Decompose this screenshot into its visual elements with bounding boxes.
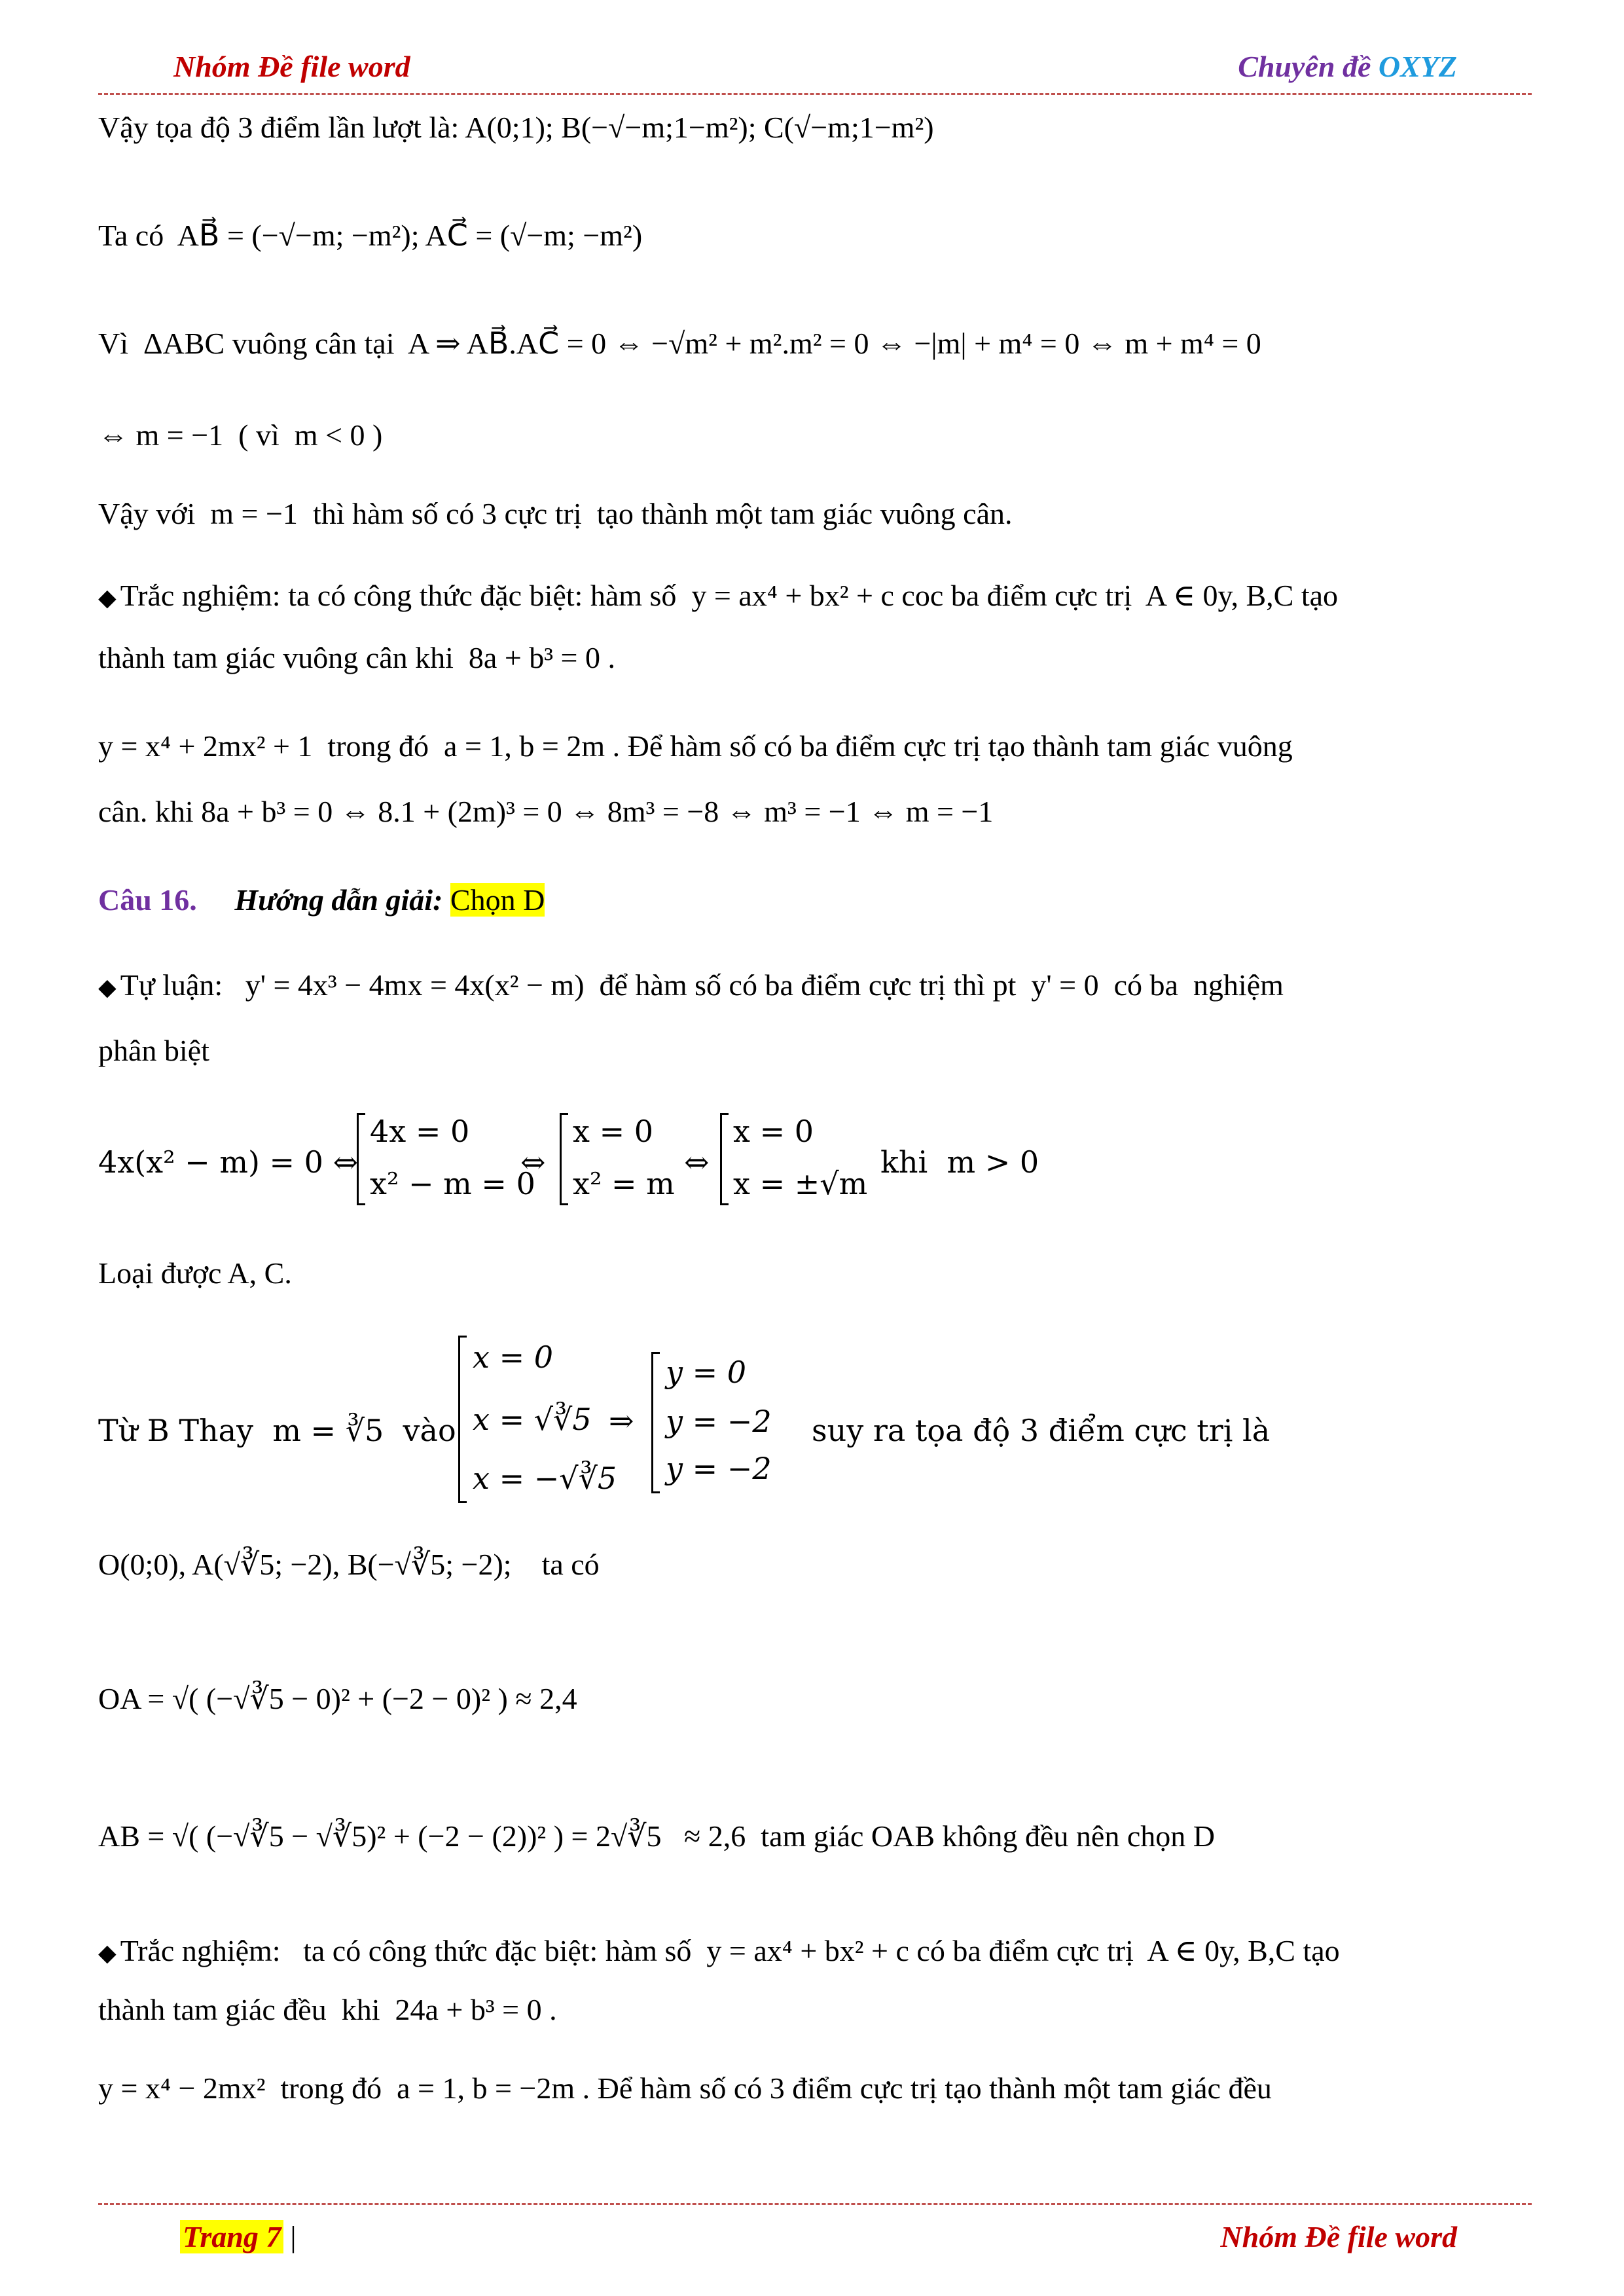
header-left: Nhóm Đề file word xyxy=(173,50,410,83)
sys1-tail: khi m > 0 xyxy=(880,1144,1039,1180)
sys2-a3: x = −√∛5 xyxy=(473,1461,617,1496)
sys2-b1: y = 0 xyxy=(666,1355,747,1390)
line-16: O(0;0), A(√∛5; −2), B(−√∛5; −2); ta có xyxy=(98,1548,600,1581)
line-19-text: Trắc nghiệm: ta có công thức đặc biệt: hàm số y = ax⁴ + bx² + c có ba điểm cực trị A ∈ 0y, B,C tạo xyxy=(120,1934,1340,1967)
page-footer xyxy=(0,2203,1624,2255)
line-1: Vậy tọa độ 3 điểm lần lượt là: A(0;1); B(−√−m;1−m²); C(√−m;1−m²) xyxy=(98,111,934,144)
page-number: Trang 7 xyxy=(180,2220,283,2253)
diamond-bullet-icon: ◆ xyxy=(98,974,117,1000)
sys1-b1: x = 0 xyxy=(573,1114,653,1149)
footer-separator: | xyxy=(290,2220,297,2253)
sys2-tail: suy ra tọa độ 3 điểm cực trị là xyxy=(812,1413,1271,1448)
footer-left xyxy=(180,2219,297,2254)
diamond-bullet-icon: ◆ xyxy=(98,1940,117,1966)
line-21: y = x⁴ − 2mx² trong đó a = 1, b = −2m . Để hàm số có 3 điểm cực trị tạo thành một tam giác đều xyxy=(98,2071,1272,2105)
diamond-bullet-icon: ◆ xyxy=(98,585,117,611)
line-4: ⇔ m = −1 ( vì m < 0 ) xyxy=(98,418,383,452)
sys1-c1: x = 0 xyxy=(733,1114,814,1149)
line-7: thành tam giác vuông cân khi 8a + b³ = 0 . xyxy=(98,641,615,674)
sys1-mid2: ⇔ xyxy=(684,1144,710,1180)
line-12: phân biệt xyxy=(98,1034,209,1067)
footer-right: Nhóm Đề file word xyxy=(1220,2220,1457,2253)
line-18: AB = √( (−√∛5 − √∛5)² + (−2 − (2))² ) = 2√∛5 ≈ 2,6 tam giác OAB không đều nên chọn D xyxy=(98,1819,1215,1853)
line-20: thành tam giác đều khi 24a + b³ = 0 . xyxy=(98,1993,557,2026)
line-14: Loại được A, C. xyxy=(98,1256,292,1290)
line-5: Vậy với m = −1 thì hàm số có 3 cực trị tạo thành một tam giác vuông cân. xyxy=(98,497,1013,530)
answer-highlight: Chọn D xyxy=(450,883,545,917)
line-9: cân. khi 8a + b³ = 0 ⇔ 8.1 + (2m)³ = 0 ⇔ 8m³ = −8 ⇔ m³ = −1 ⇔ m = −1 xyxy=(98,795,994,828)
sys2-b2: y = −2 xyxy=(666,1404,772,1439)
sys1-bracket-c xyxy=(720,1113,729,1205)
sys2-a1: x = 0 xyxy=(473,1339,553,1375)
line-2: Ta có AB⃗ = (−√−m; −m²); AC⃗ = (√−m; −m²) xyxy=(98,219,643,252)
sys1-mid: ⇔ xyxy=(520,1144,546,1180)
header-right xyxy=(1238,49,1457,84)
sys2-bracket-a xyxy=(458,1336,467,1503)
line-11 xyxy=(98,966,1532,1007)
guide-label: Hướng dẫn giải: xyxy=(234,883,443,917)
sys1-bracket-b xyxy=(560,1113,568,1205)
line-8: y = x⁴ + 2mx² + 1 trong đó a = 1, b = 2m . Để hàm số có ba điểm cực trị tạo thành tam giác vuông xyxy=(98,729,1293,763)
header-right-prefix: Chuyên đề xyxy=(1238,50,1379,83)
sys1-lhs: 4x(x² − m) = 0 ⇔ xyxy=(98,1144,359,1180)
sys1-c2: x = ±√m xyxy=(733,1166,868,1201)
header-right-accent: OXYZ xyxy=(1378,50,1457,83)
sys1-bracket-a xyxy=(357,1113,365,1205)
question-heading xyxy=(98,881,1532,920)
footer-divider xyxy=(98,2203,1532,2205)
line-3: Vì ΔABC vuông cân tại A ⇒ AB⃗.AC⃗ = 0 ⇔ −√m² + m².m² = 0 ⇔ −|m| + m⁴ = 0 ⇔ m + m⁴ = 0 xyxy=(98,327,1261,360)
sys1-a2: x² − m = 0 xyxy=(370,1166,535,1201)
sys1-a1: 4x = 0 xyxy=(370,1114,470,1149)
sys2-a2: x = √∛5 xyxy=(473,1402,592,1437)
line-19 xyxy=(98,1931,1532,1973)
sys1-b2: x² = m xyxy=(573,1166,675,1201)
sys2-mid: ⇒ xyxy=(609,1403,634,1438)
sys2-lhs: Từ B Thay m = ∛5 vào xyxy=(98,1413,456,1448)
line-11-text: Tự luận: y' = 4x³ − 4mx = 4x(x² − m) để hàm số có ba điểm cực trị thì pt y' = 0 có ba nghiệm xyxy=(120,968,1284,1002)
line-6 xyxy=(98,576,1532,617)
line-6-text: Trắc nghiệm: ta có công thức đặc biệt: hàm số y = ax⁴ + bx² + c coc ba điểm cực trị A ∈ 0y, B,C tạo xyxy=(120,579,1339,612)
sys2-b3: y = −2 xyxy=(666,1451,772,1486)
question-label: Câu 16. xyxy=(98,883,197,917)
line-17: OA = √( (−√∛5 − 0)² + (−2 − 0)² ) ≈ 2,4 xyxy=(98,1682,577,1715)
header-divider xyxy=(98,93,1532,95)
page-header xyxy=(0,26,1624,83)
sys2-bracket-b xyxy=(651,1352,660,1493)
